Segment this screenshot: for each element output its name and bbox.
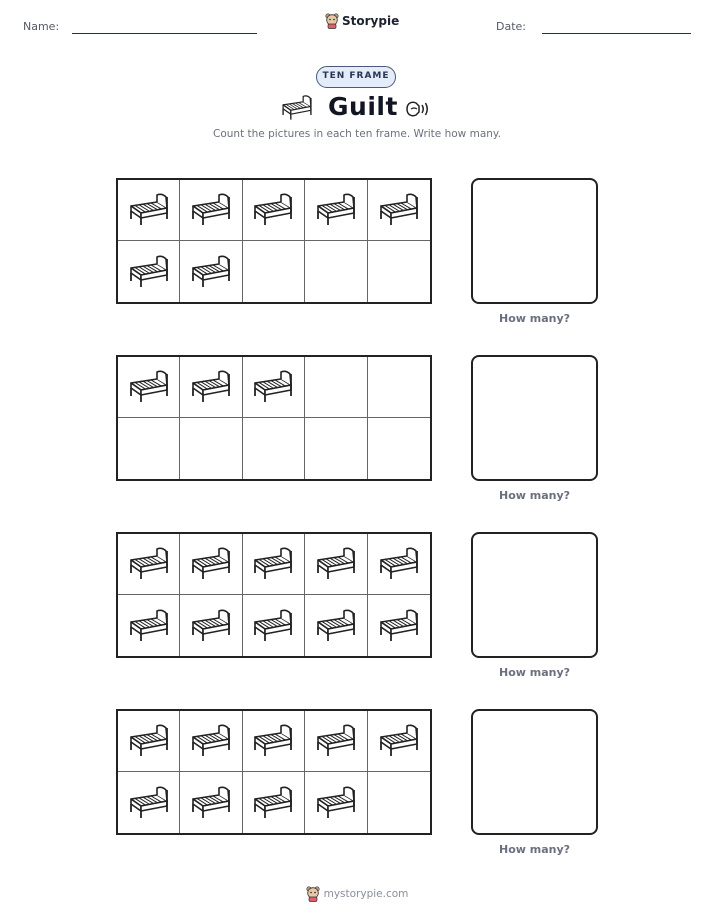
bed-icon (127, 369, 171, 405)
ten-frame-cell (243, 711, 305, 772)
name-line[interactable] (72, 33, 257, 34)
ten-frame-cell (243, 534, 305, 595)
bed-icon (314, 785, 358, 821)
bed-icon (251, 785, 295, 821)
ten-frame-cell (243, 241, 305, 302)
bed-icon (377, 192, 421, 228)
brand-name: Storypie (342, 14, 400, 28)
ten-frame-cell (118, 595, 180, 656)
ten-frame-cell (368, 711, 430, 772)
bed-icon (189, 369, 233, 405)
instructions: Count the pictures in each ten frame. Write how many. (213, 128, 501, 140)
page-title: Guilt (328, 92, 398, 121)
ten-frame-cell (118, 180, 180, 241)
ten-frame-cell (243, 418, 305, 479)
storypie-mascot-icon (306, 886, 320, 902)
ten-frame-cell (118, 357, 180, 418)
footer-url: mystorypie.com (323, 888, 409, 900)
ten-frame-cell (243, 180, 305, 241)
ten-frame-cell (180, 357, 242, 418)
bed-icon (280, 94, 314, 122)
ten-frame-cell (180, 180, 242, 241)
ten-frame-cell (243, 357, 305, 418)
ten-frame-cell (305, 534, 367, 595)
bed-icon (127, 785, 171, 821)
ten-frame-cell (118, 711, 180, 772)
bed-icon (189, 723, 233, 759)
ten-frame-cell (118, 772, 180, 833)
footer (0, 886, 714, 902)
ten-frame-cell (305, 772, 367, 833)
how-many-label: How many? (498, 489, 571, 502)
ten-frame-cell (368, 772, 430, 833)
title-row (0, 92, 714, 124)
ten-frame-cell (180, 772, 242, 833)
ten-frame-cell (305, 711, 367, 772)
ten-frame-cell (180, 595, 242, 656)
answer-box[interactable] (471, 178, 598, 304)
bed-icon (189, 192, 233, 228)
answer-box[interactable] (471, 532, 598, 658)
ten-frame-cell (305, 180, 367, 241)
ten-frame-cell (368, 241, 430, 302)
ten-frame-cell (368, 418, 430, 479)
bed-icon (189, 546, 233, 582)
bed-icon (127, 192, 171, 228)
ten-frame-cell (118, 241, 180, 302)
bed-icon (377, 723, 421, 759)
speaker-icon[interactable] (405, 99, 431, 119)
ten-frame (116, 355, 432, 481)
ten-frame-cell (243, 595, 305, 656)
bed-icon (377, 608, 421, 644)
ten-frame-cell (118, 534, 180, 595)
bed-icon (251, 723, 295, 759)
date-line[interactable] (542, 33, 691, 34)
bed-icon (189, 254, 233, 290)
bed-icon (251, 192, 295, 228)
ten-frame-cell (305, 241, 367, 302)
ten-frame-cell (180, 241, 242, 302)
ten-frame-badge: TEN FRAME (316, 66, 396, 88)
ten-frame-cell (368, 595, 430, 656)
ten-frame-cell (305, 418, 367, 479)
answer-box[interactable] (471, 355, 598, 481)
storypie-mascot-icon (325, 13, 339, 29)
ten-frame-cell (243, 772, 305, 833)
bed-icon (314, 546, 358, 582)
ten-frame-cell (305, 357, 367, 418)
bed-icon (127, 723, 171, 759)
ten-frame-cell (368, 534, 430, 595)
bed-icon (189, 785, 233, 821)
ten-frame-cell (180, 534, 242, 595)
ten-frame-cell (368, 357, 430, 418)
how-many-label: How many? (498, 843, 571, 856)
bed-icon (314, 192, 358, 228)
ten-frame-cell (118, 418, 180, 479)
how-many-label: How many? (498, 666, 571, 679)
bed-icon (251, 546, 295, 582)
storypie-logo (325, 13, 399, 29)
name-label: Name: (23, 20, 60, 33)
ten-frame-cell (180, 711, 242, 772)
ten-frame-cell (368, 180, 430, 241)
bed-icon (377, 546, 421, 582)
ten-frame (116, 532, 432, 658)
bed-icon (127, 608, 171, 644)
ten-frame-cell (305, 595, 367, 656)
date-label: Date: (496, 20, 526, 33)
answer-box[interactable] (471, 709, 598, 835)
how-many-label: How many? (498, 312, 571, 325)
ten-frame (116, 178, 432, 304)
ten-frame-cell (180, 418, 242, 479)
bed-icon (127, 254, 171, 290)
bed-icon (251, 369, 295, 405)
bed-icon (251, 608, 295, 644)
bed-icon (314, 608, 358, 644)
ten-frame (116, 709, 432, 835)
bed-icon (127, 546, 171, 582)
bed-icon (314, 723, 358, 759)
bed-icon (189, 608, 233, 644)
